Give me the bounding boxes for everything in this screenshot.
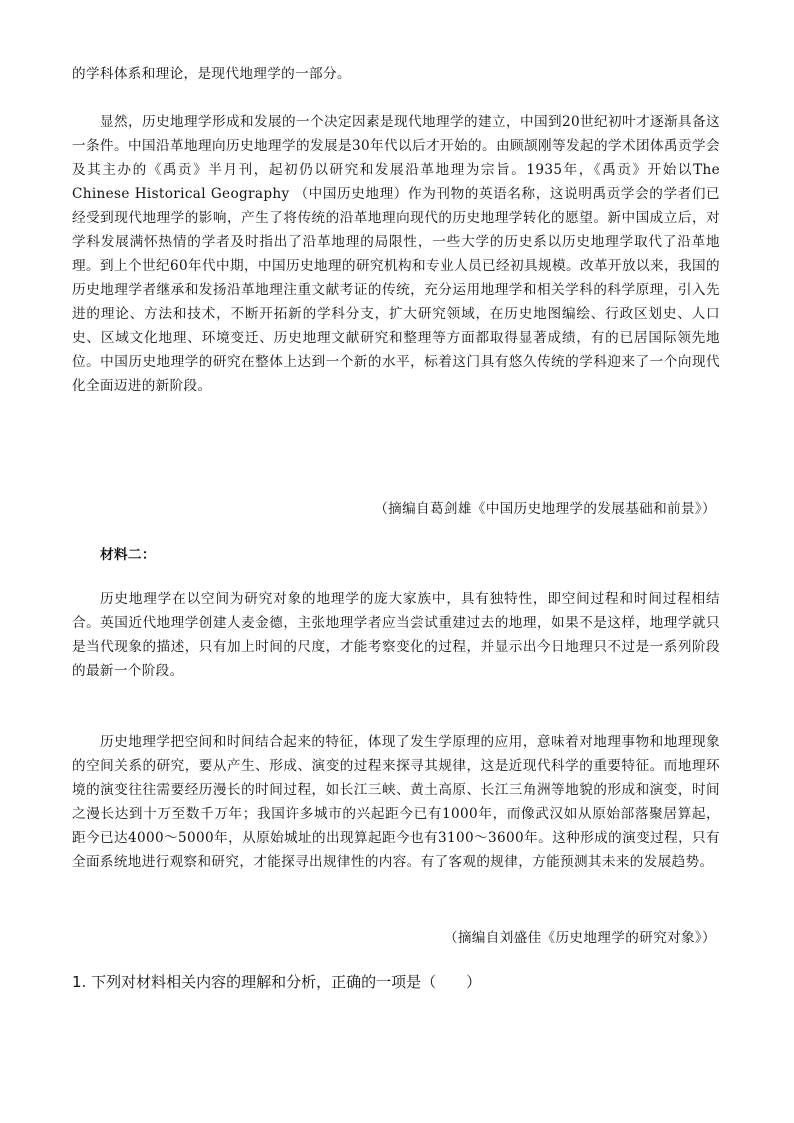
question-1: 1. 下列对材料相关内容的理解和分析，正确的一项是（ ） [72,973,482,991]
paragraph-material2-part2: 历史地理学把空间和时间结合起来的特征，体现了发生学原理的应用，意味着对地理事物和地理现象的空间关系的研究，要从产生、形成、演变的过程来探寻其规律，这是近现代科学的重要特征。而地理环境的演变往往需要经历漫长的时间过程，如长江三峡、黄土高原、长江三角洲等地貌的形成和演变，时间之漫长达到十万至数千万年；我国许多城市的兴起距今已有1000年，而像武汉如从原始部落聚居算起，距今已达4000～5000年，从原始城址的出现算起距今也有3100～3600年。这种形成的演变过程，只有全面系统地进行观察和研究，才能探寻出规律性的内容。有了客观的规律，方能预测其未来的发展趋势。 [72,734,720,870]
source-citation-1: （摘编自葛剑雄《中国历史地理学的发展基础和前景》） [374,501,716,517]
paragraph-material2-part1: 历史地理学在以空间为研究对象的地理学的庞大家族中，具有独特性，即空间过程和时间过程相结合。英国近代地理学创建人麦金德，主张地理学者应当尝试重建过去的地理，如果不是这样，地理学就只是当代现象的描述，只有加上时间的尺度，才能考察变化的过程，并显示出今日地理只不过是一系列阶段的最新一个阶段。 [72,591,720,679]
paragraph-intro-end: 的学科体系和理论，是现代地理学的一部分。 [72,66,351,82]
material-2-heading: 材料二： [100,547,156,563]
source-citation-2: （摘编自刘盛佳《历史地理学的研究对象》） [443,930,716,946]
paragraph-material1-body: 显然，历史地理学形成和发展的一个决定因素是现代地理学的建立，中国到20世纪初叶才逐渐具备这一条件。中国沿革地理向历史地理学的发展是30年代以后才开始的。由顾颉刚等发起的学术团体禹贡学会及其主办的《禹贡》半月刊，起初仍以研究和发展沿革地理为宗旨。1935年，《禹贡》开始以The Chinese Historical Geography （中国历史地理）作为刊物的英语名称，这说明禹贡学会的学者们已经受到现代地理学的影响，产生了将传统的沿革地理向现代的历史地理学转化的愿望。新中国成立后，对学科发展满怀热情的学者及时指出了沿革地理的局限性，一些大学的历史系以历史地理学取代了沿革地理。到上个世纪60年代中期，中国历史地理的研究机构和专业人员已经初具规模。改革开放以来，我国的历史地理学者继承和发扬沿革地理注重文献考证的传统，充分运用地理学和相关学科的科学原理，引入先进的理论、方法和技术，不断开拓新的学科分支，扩大研究领域，在历史地图编绘、行政区划史、人口史、区域文化地理、环境变迁、历史地理文献研究和整理等方面都取得显著成绩，有的已居国际领先地位。中国历史地理学的研究在整体上达到一个新的水平，标着这门具有悠久传统的学科迎来了一个向现代化全面迈进的新阶段。 [72,114,720,394]
